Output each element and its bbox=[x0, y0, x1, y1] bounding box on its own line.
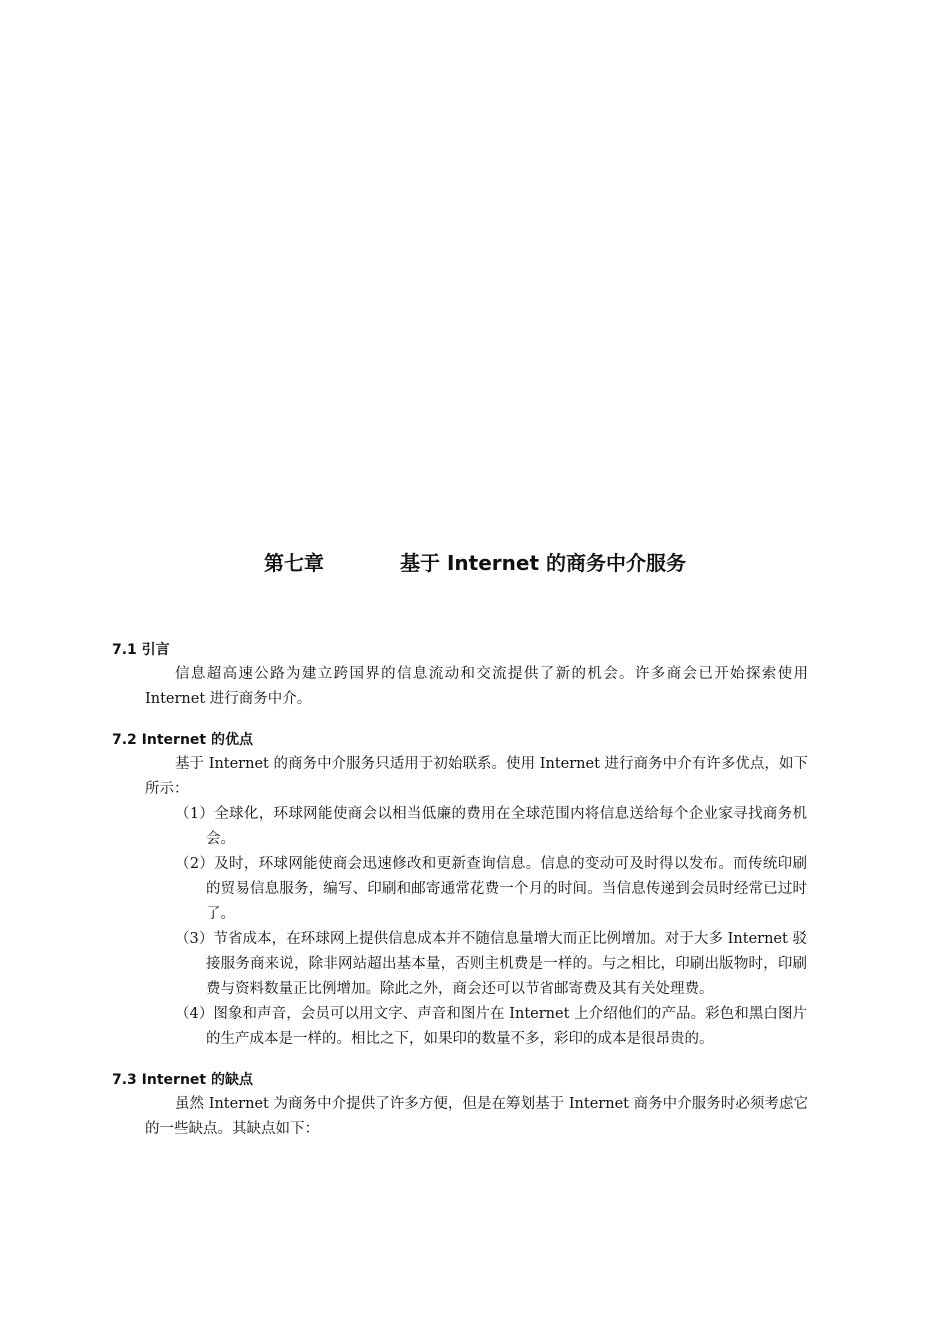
advantages-list bbox=[112, 802, 812, 1052]
chapter-name: 基于 Internet 的商务中介服务 bbox=[400, 551, 686, 575]
document-body bbox=[112, 638, 812, 1142]
paragraph: 信息超高速公路为建立跨国界的信息流动和交流提供了新的机会。许多商会已开始探索使用 Internet 进行商务中介。 bbox=[145, 666, 808, 707]
section-introduction bbox=[112, 638, 812, 712]
chapter-number: 第七章 bbox=[264, 551, 325, 575]
paragraph: 虽然 Internet 为商务中介提供了许多方便，但是在筹划基于 Internet 商务中介服务时必须考虑它的一些缺点。其缺点如下： bbox=[145, 1096, 808, 1137]
section-heading: 7.1 引言 bbox=[112, 642, 170, 658]
section-heading: 7.2 Internet 的优点 bbox=[112, 732, 253, 748]
list-item: （1）全球化，环球网能使商会以相当低廉的费用在全球范围内将信息送给每个企业家寻找商务机会。 bbox=[175, 806, 807, 847]
chapter-title bbox=[0, 549, 950, 577]
list-item: （3）节省成本，在环球网上提供信息成本并不随信息量增大而正比例增加。对于大多 Internet 驳接服务商来说，除非网站超出基本量，否则主机费是一样的。与之相比，印刷出版物时，印刷费与资料数量正比例增加。除此之外，商会还可以节省邮寄费及其有关处理费。 bbox=[175, 931, 807, 997]
list-item: （4）图象和声音，会员可以用文字、声音和图片在 Internet 上介绍他们的产品。彩色和黑白图片的生产成本是一样的。相比之下，如果印的数量不多，彩印的成本是很昂贵的。 bbox=[175, 1006, 807, 1047]
list-item: （2）及时，环球网能使商会迅速修改和更新查询信息。信息的变动可及时得以发布。而传统印刷的贸易信息服务，编写、印刷和邮寄通常花费一个月的时间。当信息传递到会员时经常已过时了。 bbox=[175, 856, 807, 922]
section-internet-disadvantages bbox=[112, 1068, 812, 1142]
paragraph: 基于 Internet 的商务中介服务只适用于初始联系。使用 Internet 进行商务中介有许多优点，如下所示： bbox=[145, 756, 808, 797]
section-internet-advantages bbox=[112, 728, 812, 1052]
section-heading: 7.3 Internet 的缺点 bbox=[112, 1072, 253, 1088]
